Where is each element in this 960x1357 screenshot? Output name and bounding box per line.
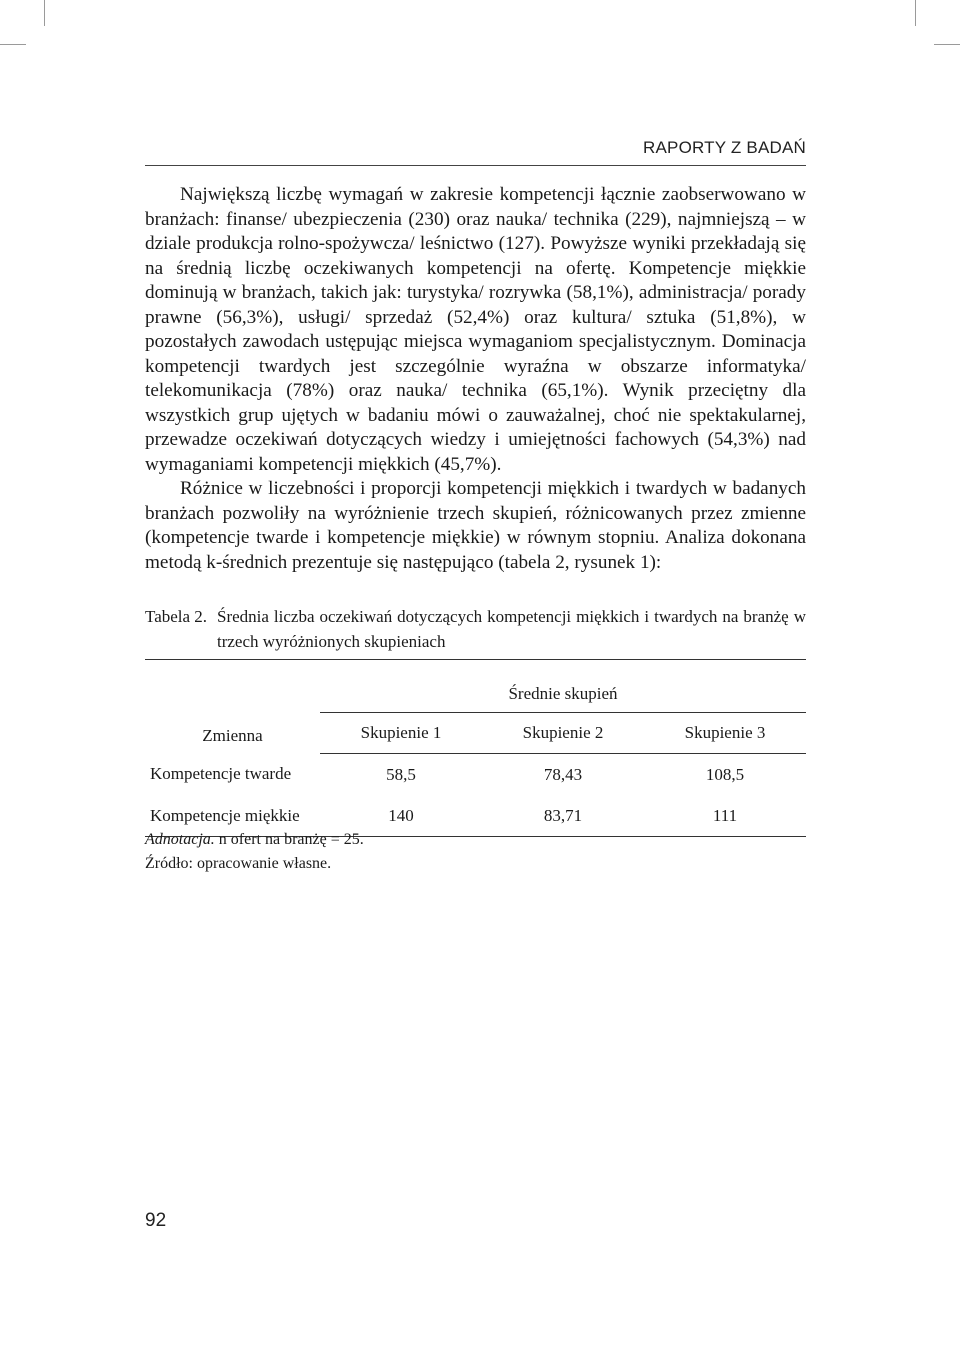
crop-mark bbox=[934, 44, 960, 45]
paragraph: Największą liczbę wymagań w zakresie kompetencji łącznie zaobserwowano w branżach: finanse/ ubezpieczenia (230) oraz nauka/ technika (229), najmniejszą – w dziale produkcja rolno-spożywcza/ leśnictwo (127). Powyższe wyniki przekładają się na średnią liczbę oczekiwanych kompetencji na ofertę. Kompetencje miękkie dominują w branżach, takich jak: turystyka/ rozrywka (58,1%), administracja/ porady prawne (56,3%), usługi/ sprzedaż (52,4%) oraz kultura/ sztuka (51,8%), w pozostałych zawodach ustępując miejsca wymaganiom specjalistycznym. Dominacja kompetencji twardych jest szczególnie wyraźna w obszarze informatyka/ telekomunikacja (78%) oraz nauka/ technika (65,1%). Wynik przeciętny dla wszystkich grup ujętych w badaniu mówi o zauważalnej, choć nie spektakularnej, przewadze oczekiwań dotyczących wiedzy i umiejętności fachowych (54,3%) nad wymaganiami kompetencji miękkich (45,7%). bbox=[145, 184, 806, 475]
table-cell: 140 bbox=[320, 795, 482, 837]
table-row bbox=[145, 754, 806, 796]
row-label: Kompetencje twarde bbox=[150, 764, 292, 784]
column-header: Skupienie 1 bbox=[320, 713, 482, 754]
page-number: 92 bbox=[145, 1210, 167, 1231]
column-header-variable: Zmienna bbox=[145, 660, 320, 754]
column-header: Skupienie 3 bbox=[644, 713, 806, 754]
running-header: RAPORTY Z BADAŃ bbox=[643, 138, 806, 157]
table-notes bbox=[145, 828, 364, 876]
paragraph: Różnice w liczebności i proporcji kompetencji miękkich i twardych w badanych branżach pozwoliły na wyróżnienie trzech skupień, różnicowanych przez zmienne (kompetencje twarde i kompetencje miękkie) w równym stopniu. Analiza dokonana metodą k-średnich prezentuje się następująco (tabela 2, rysunek 1): bbox=[145, 478, 806, 573]
table-header-row bbox=[145, 660, 806, 713]
table-caption-text: Średnia liczba oczekiwań dotyczących kompetencji miękkich i twardych na branżę w trzech wyróżnionych skupieniach bbox=[217, 607, 806, 651]
table-cell: 58,5 bbox=[386, 764, 416, 784]
annotation-text: n ofert na branżę = 25. bbox=[214, 831, 364, 848]
body-text bbox=[145, 183, 806, 575]
table-cell: 108,5 bbox=[705, 764, 745, 784]
table-cell: 111 bbox=[644, 795, 806, 837]
table-cell: 83,71 bbox=[482, 795, 644, 837]
crop-mark bbox=[0, 44, 26, 45]
data-table bbox=[145, 659, 806, 837]
annotation-label: Adnotacja. bbox=[145, 831, 215, 848]
crop-mark bbox=[44, 0, 45, 26]
header-rule bbox=[145, 165, 806, 166]
crop-mark bbox=[915, 0, 916, 26]
table-caption bbox=[145, 604, 806, 654]
table-source: Źródło: opracowanie własne. bbox=[145, 855, 332, 872]
column-group-header: Średnie skupień bbox=[320, 660, 806, 713]
row-label: Kompetencje miękkie bbox=[145, 795, 320, 837]
table-cell: 78,43 bbox=[543, 764, 583, 784]
table-caption-label: Tabela 2. bbox=[145, 607, 208, 626]
column-header: Skupienie 2 bbox=[482, 713, 644, 754]
table-annotation bbox=[145, 828, 364, 852]
